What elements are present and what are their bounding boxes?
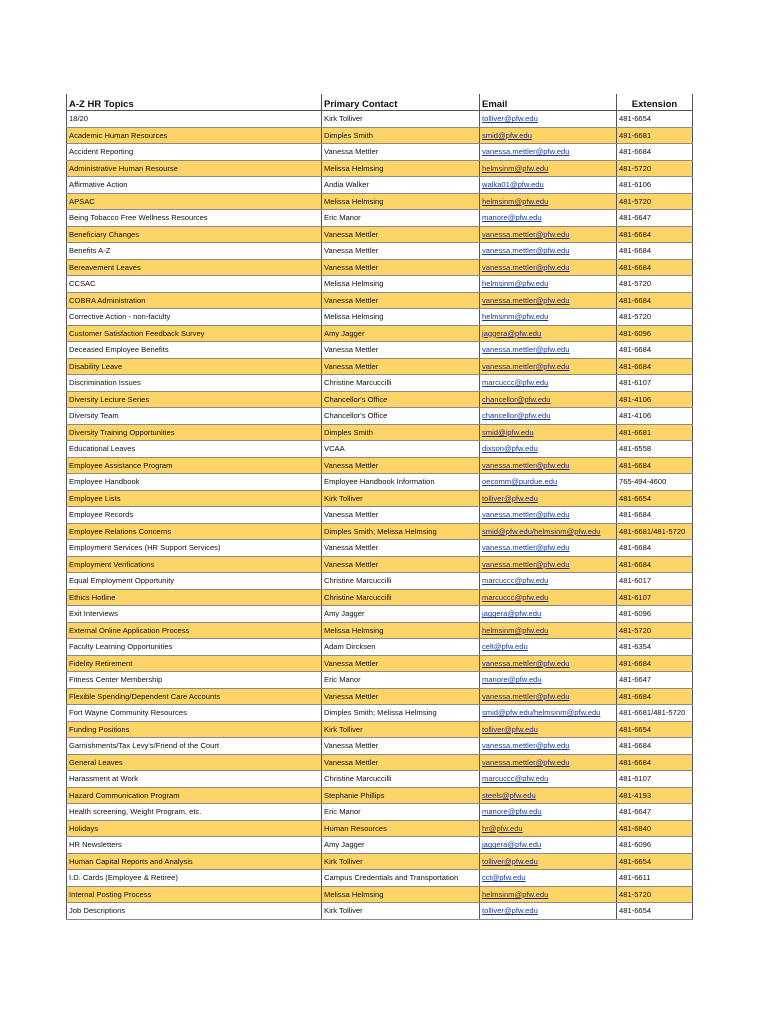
- topic-cell: Disability Leave: [67, 358, 322, 375]
- extension-cell: 481-6684: [617, 738, 693, 755]
- topic-cell: Fort Wayne Community Resources: [67, 705, 322, 722]
- email-link[interactable]: vanessa.mettler@pfw.edu: [480, 342, 617, 359]
- email-link[interactable]: chancellor@pfw.edu: [480, 391, 617, 408]
- contact-cell: Chancellor's Office: [322, 408, 480, 425]
- extension-cell: 481-6684: [617, 144, 693, 161]
- extension-cell: 481-6654: [617, 490, 693, 507]
- table-row: [67, 705, 693, 722]
- table-row: [67, 457, 693, 474]
- topic-cell: Human Capital Reports and Analysis: [67, 853, 322, 870]
- contact-cell: Christine Marcuccilli: [322, 573, 480, 590]
- topic-cell: HR Newsletters: [67, 837, 322, 854]
- table-row: [67, 688, 693, 705]
- table-row: [67, 127, 693, 144]
- extension-cell: 481-6558: [617, 441, 693, 458]
- header-extension: Extension: [617, 94, 693, 111]
- table-row: [67, 507, 693, 524]
- topic-cell: Flexible Spending/Dependent Care Accounts: [67, 688, 322, 705]
- contact-cell: Vanessa Mettler: [322, 540, 480, 557]
- contact-cell: Adam Dircksen: [322, 639, 480, 656]
- contact-cell: Kirk Tolliver: [322, 853, 480, 870]
- extension-cell: 481-6684: [617, 754, 693, 771]
- topic-cell: Diversity Training Opportunities: [67, 424, 322, 441]
- email-link[interactable]: smid@ipfw.edu: [480, 424, 617, 441]
- table-row: [67, 193, 693, 210]
- extension-cell: 481-6096: [617, 606, 693, 623]
- table-row: [67, 259, 693, 276]
- email-link[interactable]: oecomm@purdue.edu: [480, 474, 617, 491]
- contact-cell: Vanessa Mettler: [322, 259, 480, 276]
- contact-cell: Amy Jagger: [322, 606, 480, 623]
- extension-cell: 481-6684: [617, 457, 693, 474]
- topic-cell: Employee Handbook: [67, 474, 322, 491]
- extension-cell: 481-5720: [617, 276, 693, 293]
- topic-cell: Customer Satisfaction Feedback Survey: [67, 325, 322, 342]
- table-row: [67, 358, 693, 375]
- extension-cell: 481-5720: [617, 622, 693, 639]
- topic-cell: Fitness Center Membership: [67, 672, 322, 689]
- table-row: [67, 540, 693, 557]
- topic-cell: Affirmative Action: [67, 177, 322, 194]
- email-link[interactable]: jaggera@pfw.edu: [480, 606, 617, 623]
- topic-cell: Employment Verifications: [67, 556, 322, 573]
- topic-cell: Educational Leaves: [67, 441, 322, 458]
- extension-cell: 481-5720: [617, 309, 693, 326]
- email-link[interactable]: dixson@pfw.edu: [480, 441, 617, 458]
- extension-cell: 481-6681/481-5720: [617, 705, 693, 722]
- table-row: [67, 721, 693, 738]
- table-row: [67, 606, 693, 623]
- extension-cell: 481-4193: [617, 787, 693, 804]
- extension-cell: 481-6017: [617, 573, 693, 590]
- extension-cell: 481-6647: [617, 210, 693, 227]
- hr-topics-table: [66, 94, 693, 920]
- topic-cell: Fidelity Retirement: [67, 655, 322, 672]
- table-row: [67, 903, 693, 920]
- contact-cell: Vanessa Mettler: [322, 556, 480, 573]
- extension-cell: 481-6107: [617, 375, 693, 392]
- contact-cell: Employee Handbook Information: [322, 474, 480, 491]
- extension-cell: 481-6647: [617, 672, 693, 689]
- hr-topics-sheet: [66, 94, 692, 920]
- table-row: [67, 325, 693, 342]
- topic-cell: 18/20: [67, 111, 322, 128]
- contact-cell: Melissa Helmsing: [322, 622, 480, 639]
- email-link[interactable]: vanessa.mettler@pfw.edu: [480, 358, 617, 375]
- table-row: [67, 787, 693, 804]
- topic-cell: Accident Reporting: [67, 144, 322, 161]
- table-row: [67, 556, 693, 573]
- topic-cell: Being Tobacco Free Wellness Resources: [67, 210, 322, 227]
- topic-cell: Internal Posting Process: [67, 886, 322, 903]
- email-link[interactable]: helmsinm@pfw.edu: [480, 622, 617, 639]
- email-link[interactable]: walka01@pfw.edu: [480, 177, 617, 194]
- extension-cell: 481-6654: [617, 903, 693, 920]
- table-row: [67, 573, 693, 590]
- email-link[interactable]: chancellor@pfw.edu: [480, 408, 617, 425]
- extension-cell: 481-6654: [617, 111, 693, 128]
- contact-cell: Chancellor's Office: [322, 391, 480, 408]
- contact-cell: Vanessa Mettler: [322, 754, 480, 771]
- topic-cell: Equal Employment Opportunity: [67, 573, 322, 590]
- email-link[interactable]: hr@pfw.edu: [480, 820, 617, 837]
- table-row: [67, 820, 693, 837]
- contact-cell: Vanessa Mettler: [322, 144, 480, 161]
- topic-cell: External Online Application Process: [67, 622, 322, 639]
- email-link[interactable]: steels@pfw.edu: [480, 787, 617, 804]
- table-row: [67, 886, 693, 903]
- email-link[interactable]: vanessa.mettler@pfw.edu: [480, 457, 617, 474]
- extension-cell: 481-6684: [617, 259, 693, 276]
- email-link[interactable]: marcuccc@pfw.edu: [480, 771, 617, 788]
- topic-cell: Faculty Learning Opportunities: [67, 639, 322, 656]
- topic-cell: Bereavement Leaves: [67, 259, 322, 276]
- table-row: [67, 210, 693, 227]
- email-link[interactable]: helmsinm@pfw.edu: [480, 276, 617, 293]
- contact-cell: Vanessa Mettler: [322, 655, 480, 672]
- table-row: [67, 276, 693, 293]
- email-link[interactable]: tolliver@pfw.edu: [480, 111, 617, 128]
- topic-cell: Health screening, Weight Program, etc.: [67, 804, 322, 821]
- extension-cell: 765-494-4600: [617, 474, 693, 491]
- topic-cell: Administrative Human Resourse: [67, 160, 322, 177]
- header-contact: Primary Contact: [322, 94, 480, 111]
- email-link[interactable]: marcuccc@pfw.edu: [480, 375, 617, 392]
- topic-cell: Employee Records: [67, 507, 322, 524]
- email-link[interactable]: manore@pfw.edu: [480, 210, 617, 227]
- extension-cell: 481-5720: [617, 193, 693, 210]
- extension-cell: 481-6684: [617, 226, 693, 243]
- email-link[interactable]: cct@pfw.edu: [480, 870, 617, 887]
- contact-cell: Vanessa Mettler: [322, 457, 480, 474]
- table-row: [67, 144, 693, 161]
- table-row: [67, 408, 693, 425]
- email-link[interactable]: tolliver@pfw.edu: [480, 721, 617, 738]
- contact-cell: Christine Marcuccilli: [322, 589, 480, 606]
- table-row: [67, 870, 693, 887]
- email-link[interactable]: jaggera@pfw.edu: [480, 837, 617, 854]
- topic-cell: Employee Assistance Program: [67, 457, 322, 474]
- email-link[interactable]: tolliver@pfw.edu: [480, 490, 617, 507]
- extension-cell: 481-6654: [617, 853, 693, 870]
- extension-cell: 481-4106: [617, 408, 693, 425]
- contact-cell: Christine Marcuccilli: [322, 771, 480, 788]
- email-link[interactable]: vanessa.mettler@pfw.edu: [480, 754, 617, 771]
- table-row: [67, 853, 693, 870]
- table-row: [67, 441, 693, 458]
- email-link[interactable]: vanessa.mettler@pfw.edu: [480, 688, 617, 705]
- table-row: [67, 837, 693, 854]
- contact-cell: Melissa Helmsing: [322, 886, 480, 903]
- contact-cell: Amy Jagger: [322, 325, 480, 342]
- table-row: [67, 424, 693, 441]
- contact-cell: Vanessa Mettler: [322, 226, 480, 243]
- extension-cell: 481-6684: [617, 342, 693, 359]
- extension-cell: 481-6681/481-5720: [617, 523, 693, 540]
- extension-cell: 481-6684: [617, 292, 693, 309]
- contact-cell: Kirk Tolliver: [322, 721, 480, 738]
- email-link[interactable]: marcuccc@pfw.edu: [480, 573, 617, 590]
- contact-cell: Eric Manor: [322, 672, 480, 689]
- email-link[interactable]: helmsinm@pfw.edu: [480, 309, 617, 326]
- table-row: [67, 804, 693, 821]
- email-link[interactable]: helmsinm@pfw.edu: [480, 193, 617, 210]
- contact-cell: Stephanie Phillips: [322, 787, 480, 804]
- extension-cell: 481-6681: [617, 424, 693, 441]
- topic-cell: Harassment at Work: [67, 771, 322, 788]
- email-link[interactable]: vanessa.mettler@pfw.edu: [480, 738, 617, 755]
- contact-cell: Melissa Helmsing: [322, 193, 480, 210]
- table-row: [67, 474, 693, 491]
- topic-cell: Corrective Action - non-faculty: [67, 309, 322, 326]
- contact-cell: Melissa Helmsing: [322, 309, 480, 326]
- contact-cell: Melissa Helmsing: [322, 160, 480, 177]
- extension-cell: 481-6096: [617, 837, 693, 854]
- contact-cell: Eric Manor: [322, 804, 480, 821]
- email-link[interactable]: vanessa.mettler@pfw.edu: [480, 243, 617, 260]
- email-link[interactable]: tolliver@pfw.edu: [480, 853, 617, 870]
- table-row: [67, 375, 693, 392]
- contact-cell: Dimples Smith; Melissa Helmsing: [322, 705, 480, 722]
- table-row: [67, 243, 693, 260]
- extension-cell: 481-6684: [617, 688, 693, 705]
- topic-cell: COBRA Administration: [67, 292, 322, 309]
- table-row: [67, 738, 693, 755]
- extension-cell: 481-6684: [617, 655, 693, 672]
- email-link[interactable]: vanessa.mettler@pfw.edu: [480, 556, 617, 573]
- extension-cell: 481-6647: [617, 804, 693, 821]
- topic-cell: Diversity Team: [67, 408, 322, 425]
- extension-cell: 481-6681: [617, 127, 693, 144]
- contact-cell: Human Resources: [322, 820, 480, 837]
- table-row: [67, 589, 693, 606]
- email-link[interactable]: celt@pfw.edu: [480, 639, 617, 656]
- contact-cell: Kirk Tolliver: [322, 111, 480, 128]
- extension-cell: 481-6684: [617, 243, 693, 260]
- table-row: [67, 391, 693, 408]
- contact-cell: Vanessa Mettler: [322, 358, 480, 375]
- extension-cell: 481-6684: [617, 358, 693, 375]
- email-link[interactable]: vanessa.mettler@pfw.edu: [480, 259, 617, 276]
- topic-cell: Employee Lists: [67, 490, 322, 507]
- topic-cell: CCSAC: [67, 276, 322, 293]
- email-link[interactable]: manore@pfw.edu: [480, 672, 617, 689]
- contact-cell: VCAA: [322, 441, 480, 458]
- contact-cell: Campus Credentials and Transportation: [322, 870, 480, 887]
- table-row: [67, 523, 693, 540]
- table-row: [67, 226, 693, 243]
- topic-cell: Job Descriptions: [67, 903, 322, 920]
- topic-cell: Garnishments/Tax Levy's/Friend of the Court: [67, 738, 322, 755]
- table-body: [67, 111, 693, 920]
- table-row: [67, 639, 693, 656]
- topic-cell: Discrimination Issues: [67, 375, 322, 392]
- topic-cell: Exit Interviews: [67, 606, 322, 623]
- table-row: [67, 622, 693, 639]
- contact-cell: Dimples Smith: [322, 424, 480, 441]
- extension-cell: 481-5720: [617, 160, 693, 177]
- contact-cell: Melissa Helmsing: [322, 276, 480, 293]
- table-row: [67, 490, 693, 507]
- contact-cell: Andia Walker: [322, 177, 480, 194]
- table-row: [67, 771, 693, 788]
- email-link[interactable]: smid@pfw.edu: [480, 127, 617, 144]
- email-link[interactable]: vanessa.mettler@pfw.edu: [480, 144, 617, 161]
- extension-cell: 481-6107: [617, 771, 693, 788]
- contact-cell: Christine Marcuccilli: [322, 375, 480, 392]
- extension-cell: 481-6611: [617, 870, 693, 887]
- extension-cell: 481-6684: [617, 507, 693, 524]
- topic-cell: General Leaves: [67, 754, 322, 771]
- topic-cell: Employee Relations Concerns: [67, 523, 322, 540]
- contact-cell: Eric Manor: [322, 210, 480, 227]
- topic-cell: Diversity Lecture Series: [67, 391, 322, 408]
- email-link[interactable]: marcuccc@pfw.edu: [480, 589, 617, 606]
- email-link[interactable]: vanessa.mettler@pfw.edu: [480, 655, 617, 672]
- table-row: [67, 177, 693, 194]
- contact-cell: Dimples Smith; Melissa Helmsing: [322, 523, 480, 540]
- email-link[interactable]: vanessa.mettler@pfw.edu: [480, 507, 617, 524]
- topic-cell: I.D. Cards (Employee & Retiree): [67, 870, 322, 887]
- topic-cell: Funding Positions: [67, 721, 322, 738]
- extension-cell: 481-5720: [617, 886, 693, 903]
- topic-cell: Ethics Hotline: [67, 589, 322, 606]
- topic-cell: Employment Services (HR Support Services): [67, 540, 322, 557]
- table-row: [67, 672, 693, 689]
- topic-cell: Academic Human Resources: [67, 127, 322, 144]
- extension-cell: 481-4106: [617, 391, 693, 408]
- topic-cell: Benefits A-Z: [67, 243, 322, 260]
- contact-cell: Kirk Tolliver: [322, 903, 480, 920]
- table-row: [67, 292, 693, 309]
- email-link[interactable]: jaggera@pfw.edu: [480, 325, 617, 342]
- table-row: [67, 309, 693, 326]
- table-row: [67, 111, 693, 128]
- topic-cell: Hazard Communication Program: [67, 787, 322, 804]
- header-topic: A-Z HR Topics: [67, 94, 322, 111]
- contact-cell: Vanessa Mettler: [322, 243, 480, 260]
- contact-cell: Vanessa Mettler: [322, 738, 480, 755]
- topic-cell: Beneficiary Changes: [67, 226, 322, 243]
- email-link[interactable]: vanessa.mettler@pfw.edu: [480, 226, 617, 243]
- table-row: [67, 342, 693, 359]
- header-row: [67, 94, 693, 111]
- extension-cell: 481-6840: [617, 820, 693, 837]
- contact-cell: Amy Jagger: [322, 837, 480, 854]
- contact-cell: Vanessa Mettler: [322, 688, 480, 705]
- header-email: Email: [480, 94, 617, 111]
- extension-cell: 481-6106: [617, 177, 693, 194]
- extension-cell: 481-6684: [617, 540, 693, 557]
- topic-cell: Holidays: [67, 820, 322, 837]
- extension-cell: 481-6354: [617, 639, 693, 656]
- contact-cell: Vanessa Mettler: [322, 507, 480, 524]
- contact-cell: Vanessa Mettler: [322, 292, 480, 309]
- contact-cell: Dimples Smith: [322, 127, 480, 144]
- extension-cell: 481-6096: [617, 325, 693, 342]
- email-link[interactable]: helmsinm@pfw.edu: [480, 160, 617, 177]
- email-link[interactable]: tolliver@pfw.edu: [480, 903, 617, 920]
- email-link[interactable]: helmsinm@pfw.edu: [480, 886, 617, 903]
- table-row: [67, 655, 693, 672]
- email-link[interactable]: vanessa.mettler@pfw.edu: [480, 292, 617, 309]
- email-link[interactable]: smid@pfw.edu/helmsinm@pfw.edu: [480, 523, 617, 540]
- extension-cell: 481-6684: [617, 556, 693, 573]
- email-link[interactable]: smid@pfw.edu/helmsinm@pfw.edu: [480, 705, 617, 722]
- email-link[interactable]: manore@pfw.edu: [480, 804, 617, 821]
- contact-cell: Kirk Tolliver: [322, 490, 480, 507]
- topic-cell: Deceased Employee Benefits: [67, 342, 322, 359]
- table-row: [67, 160, 693, 177]
- table-row: [67, 754, 693, 771]
- extension-cell: 481-6654: [617, 721, 693, 738]
- topic-cell: APSAC: [67, 193, 322, 210]
- email-link[interactable]: vanessa.mettler@pfw.edu: [480, 540, 617, 557]
- extension-cell: 481-6107: [617, 589, 693, 606]
- contact-cell: Vanessa Mettler: [322, 342, 480, 359]
